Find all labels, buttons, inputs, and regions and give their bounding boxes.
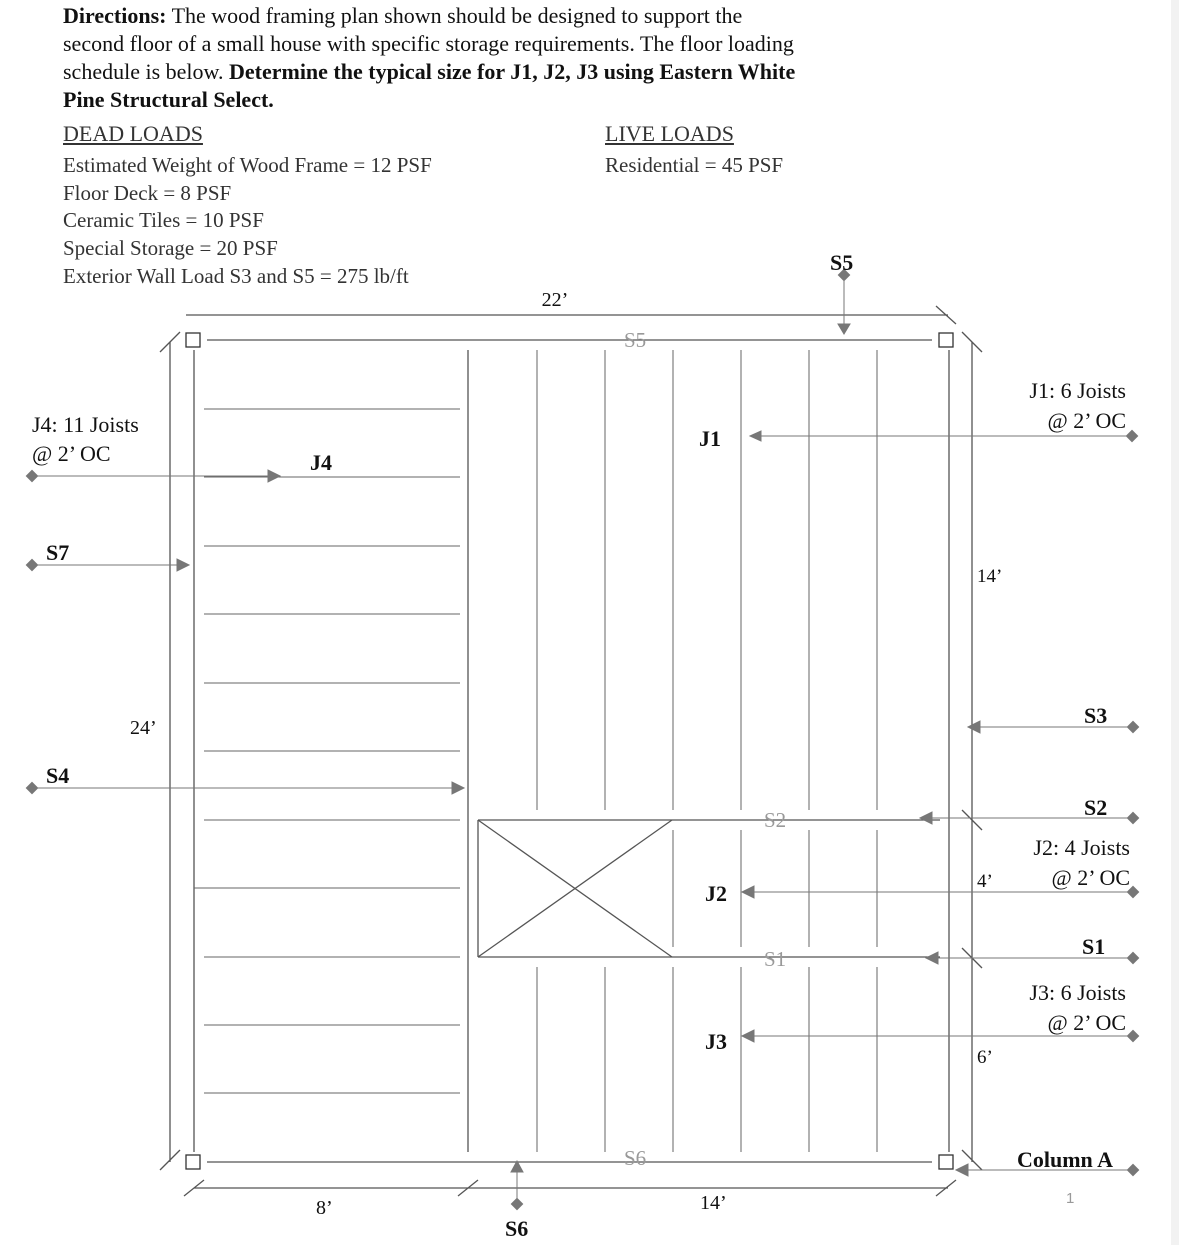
page-number: 1 <box>1066 1190 1075 1207</box>
note-column-a: Column A <box>1017 1147 1113 1172</box>
column-sw <box>186 1155 200 1169</box>
dead-load-item: Ceramic Tiles = 10 PSF <box>63 208 264 232</box>
label-j1: J1 <box>699 426 721 451</box>
label-s1-beam: S1 <box>764 947 787 971</box>
dim-label: 8’ <box>316 1197 333 1219</box>
dim-label: 24’ <box>130 717 157 739</box>
dead-loads-heading: DEAD LOADS <box>63 121 203 146</box>
column-nw <box>186 333 200 347</box>
note-j2-spacing: @ 2’ OC <box>1051 865 1130 890</box>
label-j3: J3 <box>705 1029 727 1054</box>
label-j2: J2 <box>705 881 727 906</box>
note-j1-spacing: @ 2’ OC <box>1047 408 1126 433</box>
label-s5-top: S5 <box>830 250 854 275</box>
note-j4-count: J4: 11 Joists <box>32 412 139 437</box>
column-a <box>939 1155 953 1169</box>
label-s6: S6 <box>505 1216 529 1241</box>
note-j2-count: J2: 4 Joists <box>1033 835 1130 860</box>
dim-label: 14’ <box>977 566 1003 587</box>
dim-label: 6’ <box>977 1047 993 1068</box>
dim-label: 14’ <box>700 1192 727 1214</box>
label-s2: S2 <box>1084 795 1108 820</box>
directions-text: The wood framing plan shown should be designed to support the second floor of a small house with specific storage requirements. The floor loading schedule is below. <box>63 3 794 84</box>
note-j3-count: J3: 6 Joists <box>1029 980 1126 1005</box>
label-s4: S4 <box>46 763 70 788</box>
label-s5-beam: S5 <box>624 328 647 352</box>
note-j4-spacing: @ 2’ OC <box>32 441 111 466</box>
live-loads-heading: LIVE LOADS <box>605 121 734 146</box>
note-j3-spacing: @ 2’ OC <box>1047 1010 1126 1035</box>
label-j4: J4 <box>310 450 332 475</box>
label-s1: S1 <box>1082 934 1106 959</box>
live-load-item: Residential = 45 PSF <box>605 153 784 177</box>
column-ne <box>939 333 953 347</box>
dim-label: 22’ <box>541 289 569 311</box>
dead-load-item: Special Storage = 20 PSF <box>63 236 278 260</box>
directions-task: Determine the typical size for J1, J2, J3 using Eastern White Pine Structural Select. <box>63 59 796 112</box>
dead-load-item: Exterior Wall Load S3 and S5 = 275 lb/ft <box>63 264 409 288</box>
directions-lead: Directions: <box>63 3 167 28</box>
dim-label: 4’ <box>977 871 993 892</box>
note-j1-count: J1: 6 Joists <box>1029 378 1126 403</box>
dead-load-item: Floor Deck = 8 PSF <box>63 181 232 205</box>
dead-load-item: Estimated Weight of Wood Frame = 12 PSF <box>63 153 432 177</box>
label-s2-beam: S2 <box>764 808 787 832</box>
label-s3: S3 <box>1084 703 1108 728</box>
label-s7: S7 <box>46 540 70 565</box>
label-s6-beam: S6 <box>624 1146 647 1170</box>
